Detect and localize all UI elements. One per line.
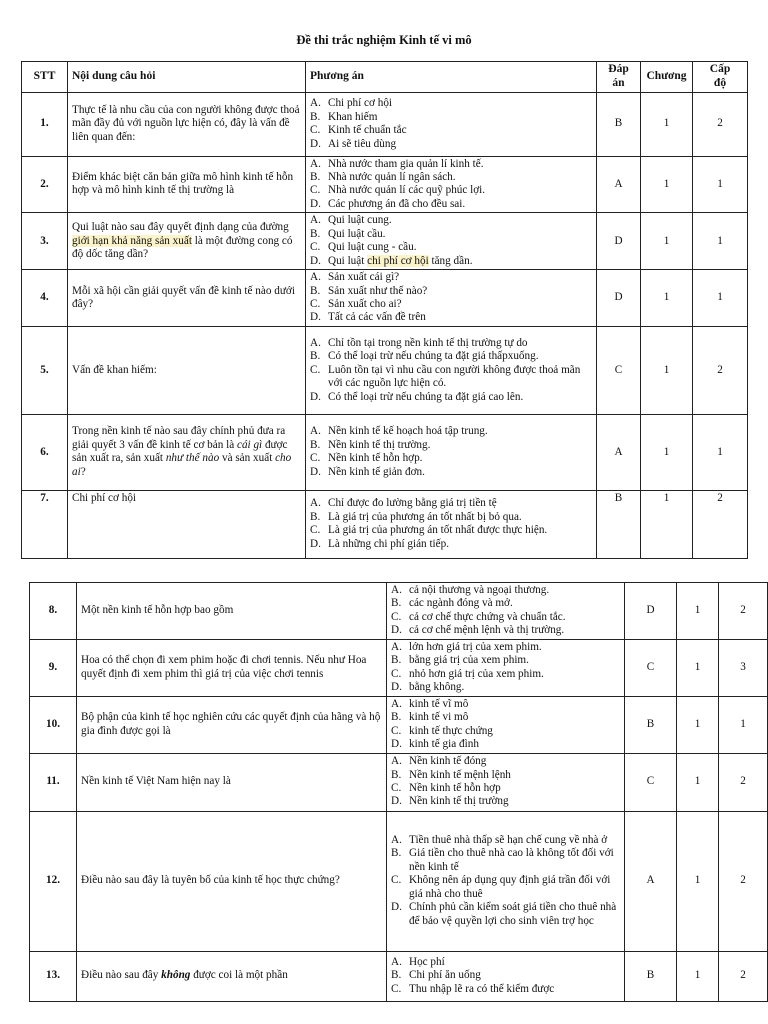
option-letter: A.	[310, 157, 321, 170]
option-text: cả cơ chế thực chứng và chuẩn tắc.	[409, 610, 566, 623]
question-number: 3.	[22, 213, 68, 270]
answer-cell: A	[597, 156, 641, 213]
option-text: Tất cả các vấn đề trên	[328, 311, 426, 324]
chapter-cell: 1	[677, 811, 719, 951]
option-letter: A.	[310, 214, 321, 227]
option-text: Nền kinh tế hỗn hợp.	[328, 452, 423, 465]
question-text-part: Trong nền kinh tế nào sau đây chính phủ đưa ra giải quyết 3 vấn đề kinh tế cơ bản là	[72, 425, 286, 451]
option-text: Sản xuất cho ai?	[328, 297, 402, 310]
option-text: bằng không.	[409, 681, 465, 694]
question-number: 9.	[30, 639, 77, 696]
option-text: tăng dần.	[428, 254, 473, 267]
option-d	[310, 466, 592, 479]
option-d	[310, 538, 592, 551]
highlighted-term: chi phí cơ hội	[367, 254, 429, 267]
chapter-cell: 1	[641, 490, 693, 558]
option-a	[391, 584, 620, 597]
answer-cell: C	[597, 326, 641, 414]
option-a	[391, 698, 620, 711]
option-text: Là những chi phí gián tiếp.	[328, 537, 450, 550]
header-level	[693, 62, 748, 93]
option-c	[310, 524, 592, 537]
chapter-cell: 1	[677, 951, 719, 1001]
header-stt: STT	[22, 62, 68, 93]
question-number: 4.	[22, 270, 68, 327]
option-b	[310, 285, 592, 298]
option-d	[391, 681, 620, 694]
level-cell: 2	[693, 490, 748, 558]
option-b	[310, 228, 592, 241]
option-b	[391, 597, 620, 610]
option-a	[310, 425, 592, 438]
option-text: bằng giá trị của xem phim.	[409, 654, 529, 667]
question-text: Nền kinh tế Việt Nam hiện nay là	[77, 753, 387, 811]
level-cell: 1	[693, 270, 748, 327]
option-letter: C.	[310, 124, 321, 137]
option-b	[310, 350, 592, 363]
option-letter: A.	[310, 97, 321, 110]
options-list	[387, 696, 625, 753]
answer-cell: B	[625, 696, 677, 753]
options-list	[306, 92, 597, 156]
options-list	[306, 326, 597, 414]
option-a	[310, 97, 592, 110]
option-text: Nền kinh tế hỗn hợp	[409, 782, 501, 794]
question-number: 10.	[30, 696, 77, 753]
header-answer-line2: án	[612, 76, 625, 89]
option-d	[391, 901, 620, 928]
option-letter: C.	[310, 297, 321, 310]
question-text-part: ?	[80, 465, 86, 478]
option-c	[310, 452, 592, 465]
option-letter: D.	[391, 901, 402, 914]
option-text: Sản xuất cái gì?	[328, 271, 400, 284]
option-b	[391, 711, 620, 724]
option-text: kinh tế vĩ mô	[409, 697, 469, 710]
option-text: cả nội thương và ngoại thương.	[409, 584, 550, 596]
option-letter: D.	[310, 137, 321, 150]
option-text: Qui luật cung.	[328, 214, 392, 227]
option-b	[391, 847, 620, 874]
option-text: nhỏ hơn giá trị của xem phim.	[409, 667, 544, 680]
question-text	[68, 213, 306, 270]
option-text: Có thể loại trừ nếu chúng ta đặt giá thấpxuống.	[328, 350, 539, 363]
option-letter: A.	[310, 336, 321, 349]
chapter-cell: 1	[641, 156, 693, 213]
option-letter: A.	[391, 833, 402, 846]
question-number: 11.	[30, 753, 77, 811]
options-list	[306, 490, 597, 558]
option-letter: D.	[310, 254, 321, 267]
answer-cell: B	[597, 92, 641, 156]
table-row	[22, 156, 748, 213]
option-c	[310, 241, 592, 254]
option-text: Chính phủ cần kiểm soát giá tiền cho thuê nhà để bảo vệ quyền lợi cho sinh viên trợ học	[409, 901, 617, 927]
option-b	[391, 969, 620, 982]
option-c	[310, 364, 592, 391]
option-text: Là giá trị của phương án tốt nhất bị bỏ qua.	[328, 510, 522, 523]
option-text: Chỉ được đo lường bằng giá trị tiền tệ	[328, 497, 497, 510]
answer-cell: B	[597, 490, 641, 558]
table-row	[30, 639, 768, 696]
option-c	[310, 298, 592, 311]
option-letter: C.	[310, 241, 321, 254]
question-text: Thực tế là nhu cầu của con người không được thoả mãn đầy đủ với nguồn lực hiện có, đây là vấn đề liên quan đến:	[68, 92, 306, 156]
option-letter: D.	[310, 197, 321, 210]
chapter-cell: 1	[641, 213, 693, 270]
option-d	[391, 795, 620, 808]
answer-cell: A	[625, 811, 677, 951]
emphasized-term: không	[161, 969, 191, 982]
header-options: Phương án	[306, 62, 597, 93]
option-text: Nền kinh tế giản đơn.	[328, 465, 425, 478]
option-letter: C.	[310, 184, 321, 197]
option-c	[310, 124, 592, 137]
option-d	[391, 624, 620, 637]
option-letter: B.	[310, 284, 321, 297]
option-a	[310, 337, 592, 350]
option-letter: A.	[391, 955, 402, 968]
option-letter: B.	[310, 350, 321, 363]
option-text: Các phương án đã cho đều sai.	[328, 197, 466, 210]
option-text: Nhà nước quản lí các quỹ phúc lợi.	[328, 184, 486, 197]
chapter-cell: 1	[677, 583, 719, 640]
option-text: kinh tế thực chứng	[409, 724, 493, 737]
option-text: Khan hiếm	[328, 110, 378, 123]
option-text: kinh tế gia đình	[409, 738, 479, 751]
option-text: Kinh tế chuẩn tắc	[328, 124, 407, 137]
option-letter: B.	[310, 227, 321, 240]
option-letter: A.	[310, 425, 321, 438]
option-letter: B.	[310, 171, 321, 184]
option-letter: B.	[391, 768, 402, 781]
options-list	[387, 583, 625, 640]
question-number: 6.	[22, 414, 68, 490]
question-text: Điều nào sau đây là tuyên bố của kinh tế học thực chứng?	[77, 811, 387, 951]
option-letter: C.	[391, 782, 402, 794]
option-text: lớn hơn giá trị của xem phim.	[409, 640, 542, 653]
table-row	[30, 696, 768, 753]
option-c	[391, 782, 620, 795]
option-text: Tiền thuê nhà thấp sẽ hạn chế cung về nhà ở	[409, 833, 608, 846]
question-number: 12.	[30, 811, 77, 951]
option-letter: B.	[391, 711, 402, 724]
question-text: Bộ phận của kinh tế học nghiên cứu các quyết định của hãng và hộ gia đình được gọi là	[77, 696, 387, 753]
option-letter: B.	[310, 110, 321, 123]
question-text: Vấn đề khan hiếm:	[68, 326, 306, 414]
chapter-cell: 1	[677, 753, 719, 811]
option-b	[391, 654, 620, 667]
option-a	[391, 755, 620, 768]
table-row	[22, 414, 748, 490]
header-question: Nội dung câu hỏi	[68, 62, 306, 93]
option-text: Thu nhập lẽ ra có thể kiếm được	[409, 982, 555, 995]
level-cell: 2	[719, 951, 768, 1001]
header-chapter: Chương	[641, 62, 693, 93]
question-text: Hoa có thể chọn đi xem phim hoặc đi chơi tennis. Nếu như Hoa quyết định đi xem phim thì giá trị của việc chơi tennis	[77, 639, 387, 696]
option-text: Chỉ tồn tại trong nền kinh tế thị trường tự do	[328, 336, 528, 349]
options-list	[387, 639, 625, 696]
option-text: Học phí	[409, 955, 445, 968]
option-letter: C.	[310, 452, 321, 465]
option-text: Nhà nước tham gia quản lí kinh tế.	[328, 157, 484, 170]
option-text: Qui luật cung - cầu.	[328, 241, 417, 254]
option-a	[310, 214, 592, 227]
option-d	[310, 198, 592, 211]
table-row	[30, 811, 768, 951]
answer-cell: D	[625, 583, 677, 640]
option-text: Nền kinh tế mệnh lệnh	[409, 768, 511, 781]
question-text-part: và sản xuất	[219, 452, 276, 465]
answer-cell: D	[597, 213, 641, 270]
option-b	[310, 511, 592, 524]
italic-term: cho ai	[72, 452, 292, 478]
options-list	[387, 951, 625, 1001]
question-text-part: được sản xuất ra, sản xuất	[72, 438, 288, 465]
option-letter: C.	[310, 524, 321, 537]
question-table-2	[29, 582, 768, 1002]
option-text: Sản xuất như thế nào?	[328, 284, 428, 297]
option-d	[310, 391, 592, 404]
option-letter: D.	[310, 465, 321, 478]
option-text: Luôn tồn tại vì nhu cầu con người không được thoả mãn với các nguồn lực hiện có.	[328, 363, 581, 390]
level-cell: 2	[719, 753, 768, 811]
answer-cell: B	[625, 951, 677, 1001]
level-cell: 2	[719, 811, 768, 951]
table-row	[22, 490, 748, 558]
option-text: Qui luật cầu.	[328, 227, 386, 240]
table-row	[30, 753, 768, 811]
chapter-cell: 1	[677, 696, 719, 753]
header-answer-line1: Đáp	[608, 63, 629, 75]
option-letter: C.	[391, 610, 402, 623]
option-letter: D.	[310, 537, 321, 550]
question-number: 2.	[22, 156, 68, 213]
option-b	[391, 769, 620, 782]
option-text: Qui luật	[328, 254, 368, 267]
option-text: Là giá trị của phương án tốt nhất được thực hiện.	[328, 524, 548, 537]
answer-cell: C	[625, 753, 677, 811]
option-a	[391, 834, 620, 847]
option-letter: A.	[391, 755, 402, 768]
option-letter: A.	[310, 271, 321, 284]
options-list	[306, 156, 597, 213]
table-row	[22, 270, 748, 327]
table-header-row	[22, 62, 748, 93]
option-c	[391, 874, 620, 901]
option-letter: B.	[391, 597, 402, 610]
table-row	[22, 213, 748, 270]
question-text: Chi phí cơ hội	[68, 490, 306, 558]
option-d	[391, 738, 620, 751]
italic-term: như thế nào	[165, 452, 220, 465]
option-letter: C.	[310, 363, 321, 376]
option-letter: D.	[391, 681, 402, 694]
option-letter: C.	[391, 982, 402, 995]
option-letter: D.	[310, 311, 321, 324]
option-d	[310, 255, 592, 268]
option-letter: C.	[391, 667, 402, 680]
option-c	[391, 611, 620, 624]
options-list	[306, 213, 597, 270]
option-letter: D.	[391, 795, 402, 808]
highlighted-term: giới hạn khả năng sản xuất	[72, 234, 192, 247]
question-number: 8.	[30, 583, 77, 640]
table-row	[30, 951, 768, 1001]
question-text: Điểm khác biệt căn bản giữa mô hình kinh tế hỗn hợp và mô hình kinh tế thị trường là	[68, 156, 306, 213]
option-text: Nền kinh tế thị trường.	[328, 438, 431, 451]
options-list	[306, 414, 597, 490]
option-text: Nền kinh tế kế hoạch hoá tập trung.	[328, 425, 488, 438]
option-text: cả cơ chế mệnh lệnh và thị trường.	[409, 624, 565, 637]
document-title: Đề thi trắc nghiệm Kinh tế vi mô	[296, 33, 472, 47]
table-row	[22, 326, 748, 414]
question-text	[68, 414, 306, 490]
option-d	[310, 311, 592, 324]
option-letter: C.	[391, 724, 402, 737]
option-a	[310, 497, 592, 510]
question-text-part: Qui luật nào sau đây quyết định dạng của đường	[72, 221, 289, 234]
chapter-cell: 1	[677, 639, 719, 696]
table-row	[22, 92, 748, 156]
option-c	[310, 184, 592, 197]
option-text: Giá tiền cho thuê nhà cao là không tốt đối với nền kinh tế	[409, 847, 614, 873]
options-list	[387, 811, 625, 951]
question-text-part: được coi là một phần	[190, 969, 288, 982]
answer-cell: D	[597, 270, 641, 327]
question-number: 1.	[22, 92, 68, 156]
option-letter: D.	[391, 624, 402, 637]
option-text: Có thể loại trừ nếu chúng ta đặt giá cao lên.	[328, 390, 524, 403]
option-letter: B.	[391, 654, 402, 667]
option-c	[391, 725, 620, 738]
level-cell: 2	[693, 92, 748, 156]
option-text: Nền kinh tế thị trường	[409, 795, 509, 808]
question-text: Mỗi xã hội cần giải quyết vấn đề kinh tế nào dưới đây?	[68, 270, 306, 327]
question-text-part: là một đường cong có độ dốc tăng dần?	[72, 234, 293, 260]
table-row	[30, 583, 768, 640]
options-list	[387, 753, 625, 811]
question-text	[77, 951, 387, 1001]
chapter-cell: 1	[641, 270, 693, 327]
level-cell: 2	[719, 583, 768, 640]
question-text-part: Điều nào sau đây	[81, 969, 162, 982]
option-b	[310, 439, 592, 452]
option-letter: A.	[391, 697, 402, 710]
question-number: 13.	[30, 951, 77, 1001]
option-letter: B.	[391, 847, 402, 860]
level-cell: 1	[693, 156, 748, 213]
header-level-line2: độ	[713, 76, 727, 89]
question-table-1	[21, 61, 748, 559]
chapter-cell: 1	[641, 326, 693, 414]
level-cell: 2	[693, 326, 748, 414]
option-a	[391, 641, 620, 654]
level-cell: 1	[693, 213, 748, 270]
option-a	[310, 158, 592, 171]
italic-term: cái gì	[236, 438, 263, 451]
option-text: Không nên áp dụng quy định giá trần đối với giá nhà cho thuê	[409, 874, 611, 900]
option-letter: C.	[391, 874, 402, 887]
options-list	[306, 270, 597, 327]
option-c	[391, 983, 620, 996]
option-a	[391, 956, 620, 969]
option-text: kinh tế vi mô	[409, 711, 469, 724]
option-text: Nền kinh tế đóng	[409, 755, 487, 768]
option-text: Ai sẽ tiêu dùng	[328, 137, 397, 150]
level-cell: 3	[719, 639, 768, 696]
option-text: Chi phí ăn uống	[409, 969, 481, 982]
option-letter: A.	[310, 497, 321, 510]
option-d	[310, 138, 592, 151]
option-letter: D.	[391, 738, 402, 751]
option-text: Nhà nước quản lí ngân sách.	[328, 171, 456, 184]
option-letter: A.	[391, 640, 402, 653]
question-number: 7.	[22, 490, 68, 558]
option-c	[391, 668, 620, 681]
header-level-line1: Cấp	[709, 63, 731, 75]
option-text: Chi phí cơ hội	[328, 97, 393, 110]
option-letter: B.	[310, 510, 321, 523]
option-b	[310, 171, 592, 184]
option-letter: B.	[391, 969, 402, 982]
option-text: các ngành đóng và mở.	[409, 597, 513, 610]
option-letter: D.	[310, 390, 321, 403]
question-number: 5.	[22, 326, 68, 414]
question-text: Một nền kinh tế hỗn hợp bao gồm	[77, 583, 387, 640]
level-cell: 1	[719, 696, 768, 753]
option-b	[310, 111, 592, 124]
answer-cell: C	[625, 639, 677, 696]
chapter-cell: 1	[641, 92, 693, 156]
answer-cell: A	[597, 414, 641, 490]
option-a	[310, 271, 592, 284]
header-answer	[597, 62, 641, 93]
level-cell: 1	[693, 414, 748, 490]
chapter-cell: 1	[641, 414, 693, 490]
option-letter: A.	[391, 584, 402, 596]
option-letter: B.	[310, 438, 321, 451]
